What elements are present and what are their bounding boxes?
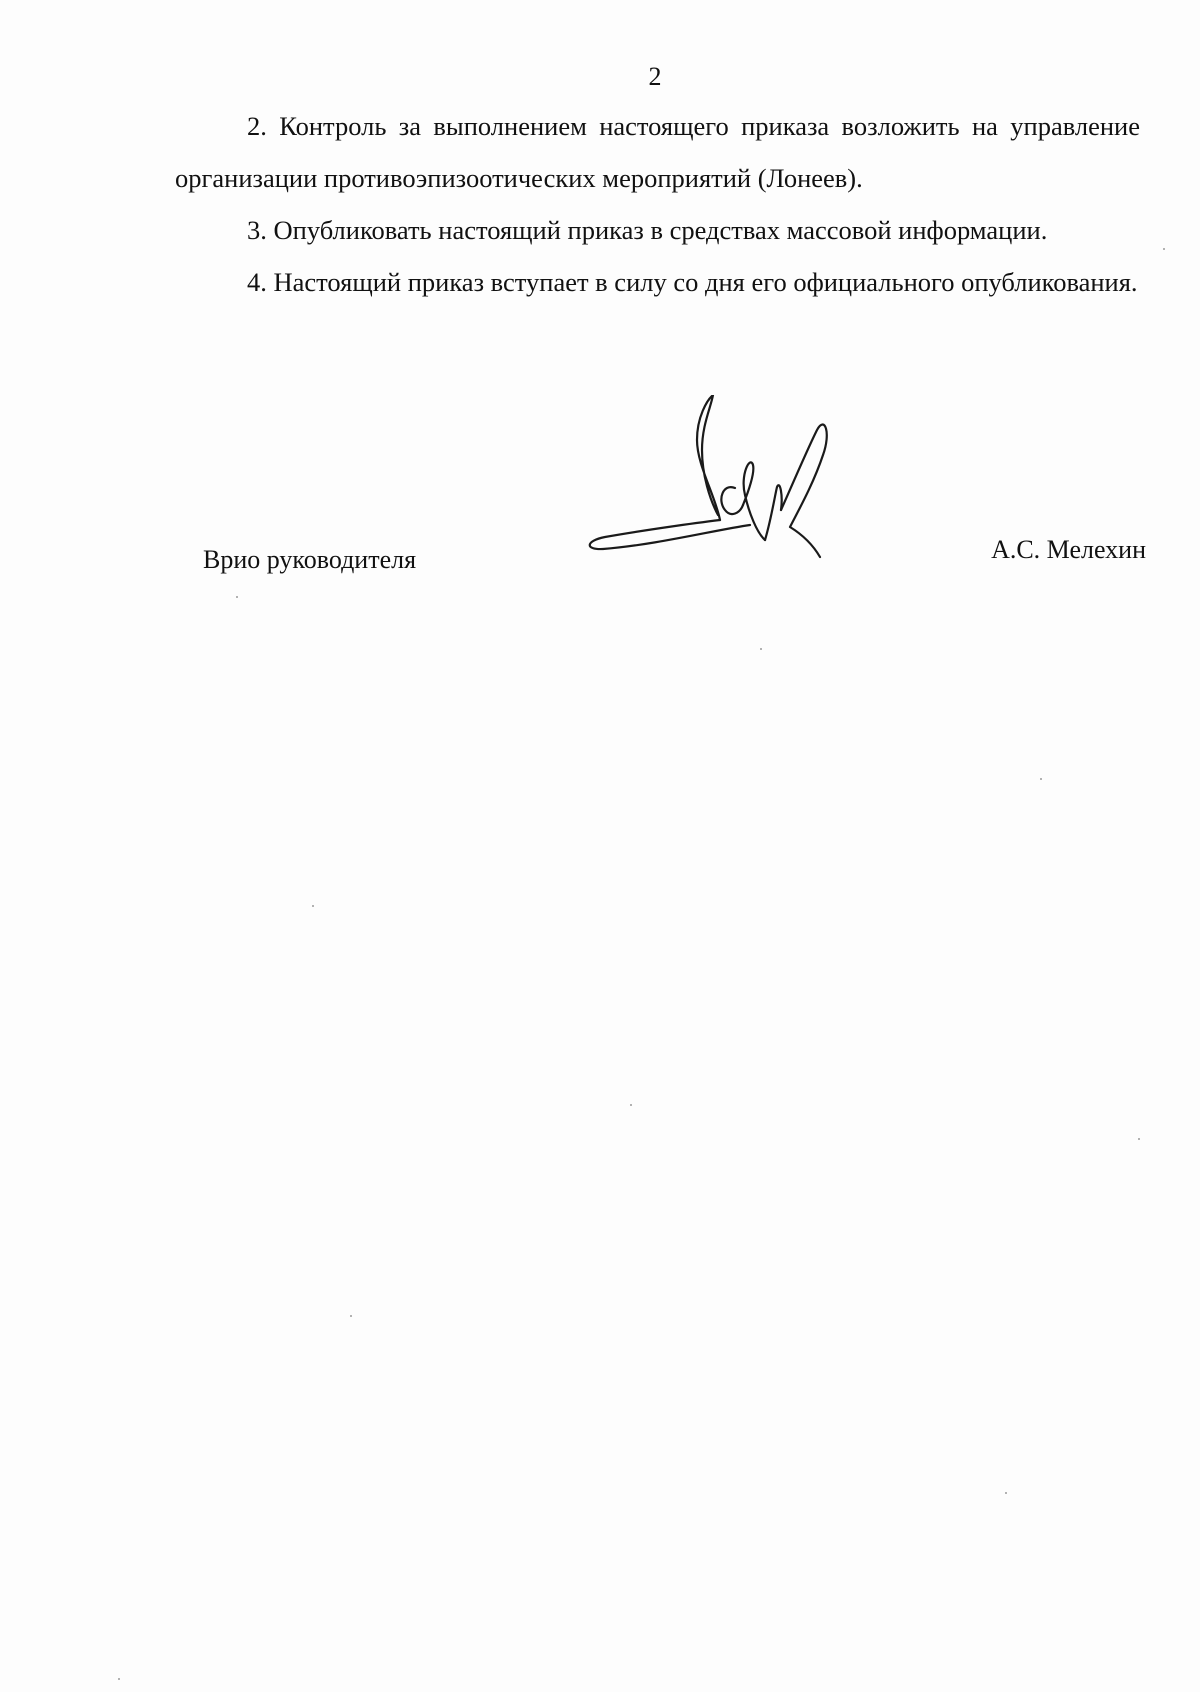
paragraph-3: 3. Опубликовать настоящий приказ в средствах массовой информации. [247, 215, 1048, 245]
scan-speck [312, 905, 314, 907]
paragraph-2: 2. Контроль за выполнением настоящего приказа возложить на управление организации противоэпизоотических мероприятий (Лонеев). [175, 111, 1140, 193]
page-number: 2 [648, 62, 662, 91]
paragraph-4: 4. Настоящий приказ вступает в силу со дня его официального опубликования. [247, 267, 1138, 297]
scan-speck [236, 596, 238, 598]
signatory-role: Врио руководителя [203, 545, 417, 574]
handwritten-signature [585, 395, 875, 565]
scan-speck [1138, 1138, 1140, 1140]
scan-speck [1163, 248, 1165, 250]
scan-speck [760, 648, 762, 650]
document-body [175, 100, 1140, 308]
signatory-name: А.С. Мелехин [991, 535, 1146, 564]
scan-speck [1005, 1492, 1007, 1494]
scan-speck [630, 1104, 632, 1106]
signature-block [0, 395, 1200, 595]
scan-speck [118, 1678, 120, 1680]
scan-speck [1040, 778, 1042, 780]
scan-speck [350, 1315, 352, 1317]
